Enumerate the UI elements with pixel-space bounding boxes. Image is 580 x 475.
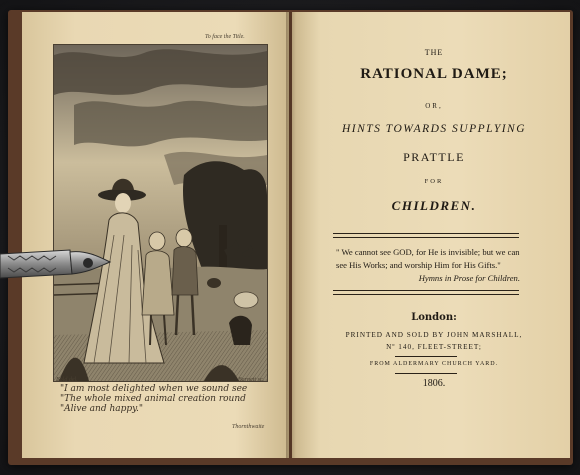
rule-bottom: [333, 294, 519, 295]
subtitle-for: FOR: [424, 178, 444, 185]
engraver-credit: Barnett sc.: [238, 377, 264, 383]
plate-note: To face the Title.: [205, 34, 245, 40]
frontispiece-caption: [60, 384, 260, 414]
title-or: OR,: [425, 102, 443, 110]
rule-top-thin: [333, 237, 519, 238]
engraver-signature: Thornthwaite: [232, 424, 265, 430]
book-gutter: [286, 12, 296, 458]
frontispiece-engraving: [53, 44, 268, 382]
caption-line: "Alive and happy.": [60, 404, 144, 414]
page-pointer-icon: [0, 248, 120, 282]
epigraph: [336, 246, 522, 272]
caption-line: "The whole mixed animal creation round: [60, 394, 246, 404]
imprint-divider-2: [395, 373, 457, 374]
imprint-year: 1806.: [422, 378, 446, 389]
imprint-place: London:: [411, 312, 457, 323]
rule-bottom-thin: [333, 290, 519, 291]
caption-line: "I am most delighted when we sound see: [60, 384, 248, 394]
imprint-divider: [395, 356, 457, 357]
subtitle-children: CHILDREN.: [391, 198, 477, 213]
book-title: RATIONAL DAME;: [360, 66, 508, 82]
imprint-printer: PRINTED AND SOLD BY JOHN MARSHALL,: [345, 331, 523, 339]
imprint-location: FROM ALDERMARY CHURCH YARD.: [369, 361, 499, 367]
title-the: THE: [424, 48, 444, 57]
epigraph-line: " We cannot see GOD, for He is invisible; but we can: [336, 247, 520, 257]
engraving-illustration: [54, 45, 267, 381]
artist-credit: Bold del.: [56, 377, 78, 383]
imprint-address: Nº 140, FLEET-STREET;: [386, 343, 482, 351]
subtitle-prattle: PRATTLE: [403, 150, 465, 164]
epigraph-line: see His Works; and worship Him for His Gifts.": [336, 260, 501, 270]
subtitle-hints: HINTS TOWARDS SUPPLYING: [341, 123, 527, 135]
rule-top: [333, 233, 519, 234]
epigraph-source: Hymns in Prose for Children.: [418, 273, 520, 283]
